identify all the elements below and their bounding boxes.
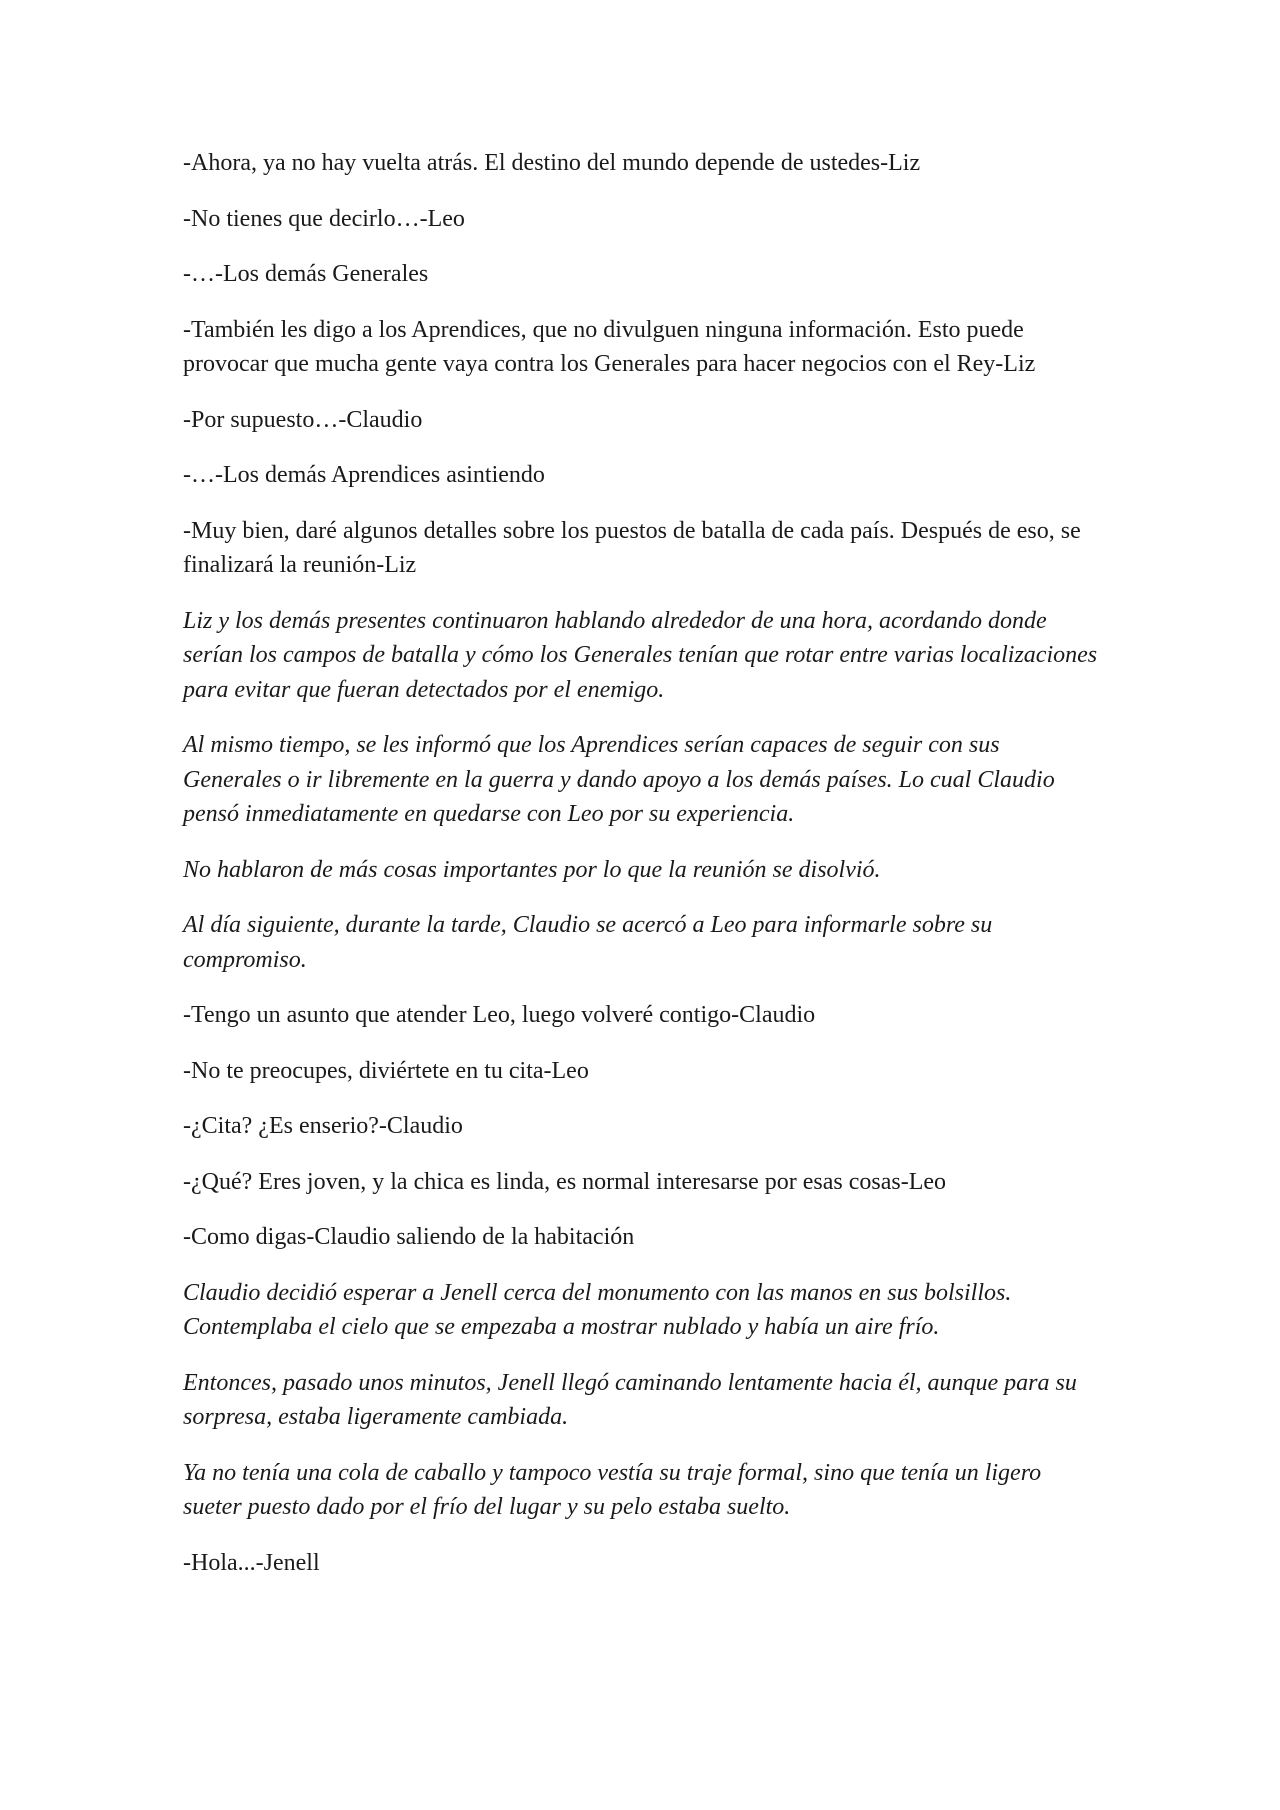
paragraph: -También les digo a los Aprendices, que no divulguen ninguna información. Esto puede provocar que mucha gente vaya contra los Generales para hacer negocios con el Rey-Liz <box>183 316 1036 377</box>
paragraph: -¿Qué? Eres joven, y la chica es linda, es normal interesarse por esas cosas-Leo <box>183 1168 947 1195</box>
paragraph: -Por supuesto…-Claudio <box>183 406 423 433</box>
paragraph: -Muy bien, daré algunos detalles sobre los puestos de batalla de cada país. Después de eso, se finalizará la reunión-Liz <box>183 517 1081 578</box>
narration-paragraph: Liz y los demás presentes continuaron hablando alrededor de una hora, acordando donde serían los campos de batalla y cómo los Generales tenían que rotar entre varias localizaciones para evitar que fueran detectados por el enemigo. <box>183 607 1098 703</box>
paragraph: -Tengo un asunto que atender Leo, luego volveré contigo-Claudio <box>183 1002 816 1028</box>
narration-paragraph: Ya no tenía una cola de caballo y tampoco vestía su traje formal, sino que tenía un ligero sueter puesto dado por el frío del lugar y su pelo estaba suelto. <box>183 1459 1042 1520</box>
paragraph: -¿Cita? ¿Es enserio?-Claudio <box>183 1113 463 1139</box>
narration-paragraph: Entonces, pasado unos minutos, Jenell llegó caminando lentamente hacia él, aunque para su sorpresa, estaba ligeramente cambiada. <box>183 1369 1077 1430</box>
paragraph: -No tienes que decirlo…-Leo <box>183 205 465 232</box>
paragraph: -…-Los demás Aprendices asintiendo <box>183 462 545 488</box>
document-body <box>183 146 1098 1601</box>
paragraph: -…-Los demás Generales <box>183 261 429 287</box>
paragraph: -No te preocupes, diviértete en tu cita-Leo <box>183 1057 589 1084</box>
paragraph: -Como digas-Claudio saliendo de la habitación <box>183 1224 635 1250</box>
narration-paragraph: Al mismo tiempo, se les informó que los Aprendices serían capaces de seguir con sus Generales o ir libremente en la guerra y dando apoyo a los demás países. Lo cual Claudio pensó inmediatamente en quedarse con Leo por su experiencia. <box>183 732 1055 827</box>
paragraph: -Ahora, ya no hay vuelta atrás. El destino del mundo depende de ustedes-Liz <box>183 150 921 176</box>
paragraph: -Hola...-Jenell <box>183 1549 320 1576</box>
narration-paragraph: Al día siguiente, durante la tarde, Claudio se acercó a Leo para informarle sobre su compromiso. <box>183 912 993 973</box>
narration-paragraph: No hablaron de más cosas importantes por lo que la reunión se disolvió. <box>183 856 881 883</box>
narration-paragraph: Claudio decidió esperar a Jenell cerca del monumento con las manos en sus bolsillos. Contemplaba el cielo que se empezaba a mostrar nublado y había un aire frío. <box>183 1279 1012 1340</box>
